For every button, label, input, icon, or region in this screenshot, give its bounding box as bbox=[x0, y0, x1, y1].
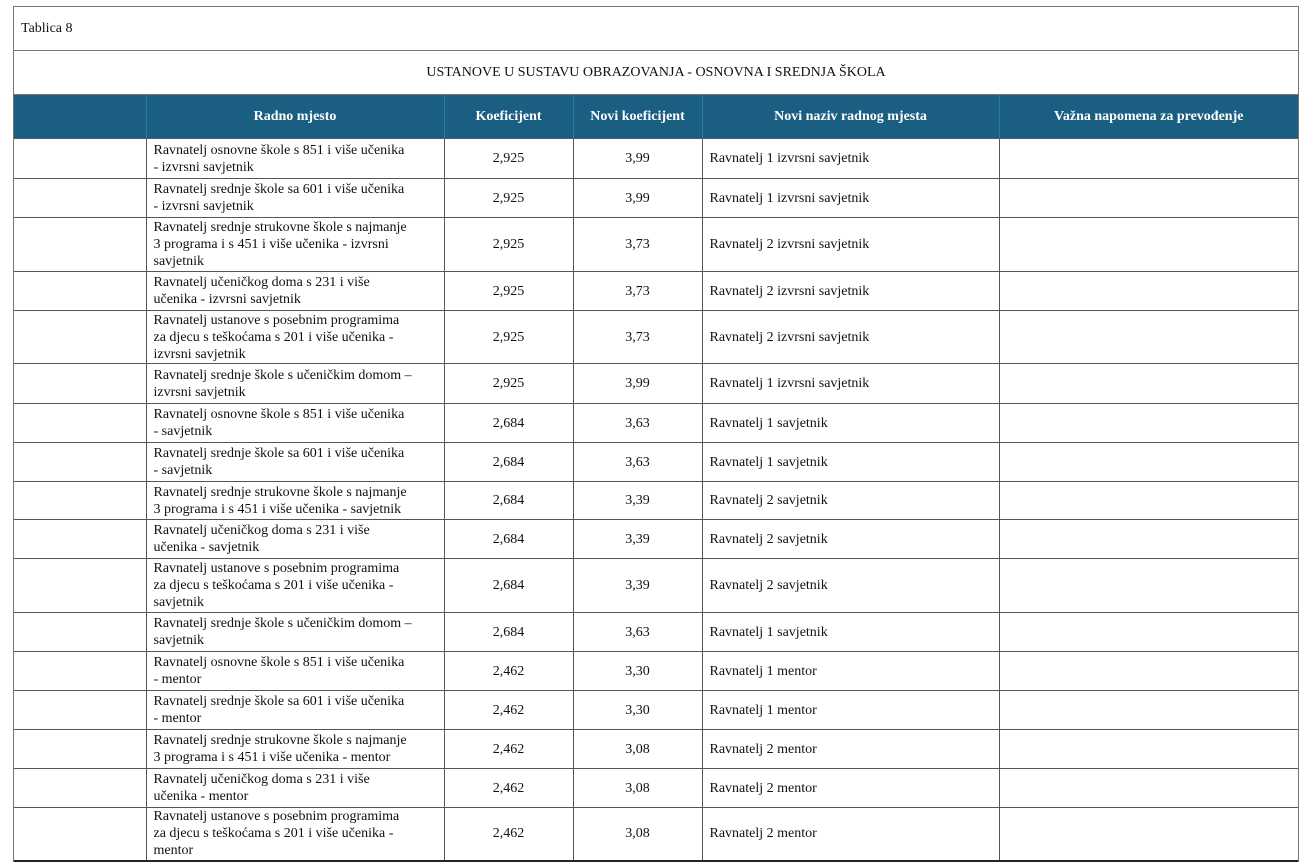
row-blank-cell bbox=[14, 691, 146, 730]
salary-table bbox=[14, 95, 1298, 862]
novi-naziv-cell: Ravnatelj 1 savjetnik bbox=[702, 613, 999, 652]
radno-mjesto-cell: Ravnatelj ustanove s posebnim programima za djecu s teškoćama s 201 i više učenika - savjetnik bbox=[146, 559, 444, 613]
napomena-cell bbox=[999, 559, 1298, 613]
radno-mjesto-cell: Ravnatelj srednje škole sa 601 i više učenika - mentor bbox=[146, 691, 444, 730]
novi-naziv-cell: Ravnatelj 2 izvrsni savjetnik bbox=[702, 272, 999, 311]
napomena-cell bbox=[999, 443, 1298, 482]
novi-naziv-cell: Ravnatelj 2 mentor bbox=[702, 769, 999, 808]
table-row bbox=[14, 311, 1298, 364]
koeficijent-cell: 2,462 bbox=[444, 691, 573, 730]
header-radno-mjesto: Radno mjesto bbox=[146, 95, 444, 139]
row-blank-cell bbox=[14, 311, 146, 364]
napomena-cell bbox=[999, 218, 1298, 272]
novi-koeficijent-cell: 3,63 bbox=[573, 404, 702, 443]
radno-mjesto-cell: Ravnatelj srednje škole s učeničkim domom – izvrsni savjetnik bbox=[146, 364, 444, 404]
novi-koeficijent-cell: 3,39 bbox=[573, 482, 702, 520]
novi-koeficijent-cell: 3,30 bbox=[573, 652, 702, 691]
novi-koeficijent-cell: 3,30 bbox=[573, 691, 702, 730]
napomena-cell bbox=[999, 691, 1298, 730]
header-blank bbox=[14, 95, 146, 139]
koeficijent-cell: 2,684 bbox=[444, 613, 573, 652]
novi-koeficijent-cell: 3,73 bbox=[573, 311, 702, 364]
table-row bbox=[14, 482, 1298, 520]
table-row bbox=[14, 272, 1298, 311]
koeficijent-cell: 2,925 bbox=[444, 272, 573, 311]
napomena-cell bbox=[999, 652, 1298, 691]
row-blank-cell bbox=[14, 404, 146, 443]
row-blank-cell bbox=[14, 482, 146, 520]
row-blank-cell bbox=[14, 179, 146, 218]
novi-koeficijent-cell: 3,39 bbox=[573, 559, 702, 613]
row-blank-cell bbox=[14, 613, 146, 652]
novi-naziv-cell: Ravnatelj 1 izvrsni savjetnik bbox=[702, 364, 999, 404]
napomena-cell bbox=[999, 613, 1298, 652]
radno-mjesto-cell: Ravnatelj učeničkog doma s 231 i više učenika - izvrsni savjetnik bbox=[146, 272, 444, 311]
table-caption: Tablica 8 bbox=[14, 7, 1298, 51]
novi-naziv-cell: Ravnatelj 2 mentor bbox=[702, 730, 999, 769]
napomena-cell bbox=[999, 520, 1298, 559]
novi-naziv-cell: Ravnatelj 1 izvrsni savjetnik bbox=[702, 139, 999, 179]
table-row bbox=[14, 613, 1298, 652]
novi-koeficijent-cell: 3,99 bbox=[573, 179, 702, 218]
row-blank-cell bbox=[14, 364, 146, 404]
radno-mjesto-cell: Ravnatelj srednje škole sa 601 i više učenika - izvrsni savjetnik bbox=[146, 179, 444, 218]
radno-mjesto-cell: Ravnatelj učeničkog doma s 231 i više učenika - savjetnik bbox=[146, 520, 444, 559]
novi-koeficijent-cell: 3,08 bbox=[573, 808, 702, 861]
napomena-cell bbox=[999, 808, 1298, 861]
napomena-cell bbox=[999, 272, 1298, 311]
novi-koeficijent-cell: 3,08 bbox=[573, 730, 702, 769]
header-novi-naziv: Novi naziv radnog mjesta bbox=[702, 95, 999, 139]
radno-mjesto-cell: Ravnatelj ustanove s posebnim programima za djecu s teškoćama s 201 i više učenika - mentor bbox=[146, 808, 444, 861]
novi-naziv-cell: Ravnatelj 1 mentor bbox=[702, 691, 999, 730]
napomena-cell bbox=[999, 404, 1298, 443]
koeficijent-cell: 2,925 bbox=[444, 364, 573, 404]
radno-mjesto-cell: Ravnatelj srednje strukovne škole s najmanje 3 programa i s 451 i više učenika - mentor bbox=[146, 730, 444, 769]
koeficijent-cell: 2,462 bbox=[444, 769, 573, 808]
novi-koeficijent-cell: 3,63 bbox=[573, 443, 702, 482]
koeficijent-cell: 2,462 bbox=[444, 730, 573, 769]
document-table-container bbox=[13, 6, 1299, 862]
table-row bbox=[14, 139, 1298, 179]
novi-naziv-cell: Ravnatelj 2 mentor bbox=[702, 808, 999, 861]
koeficijent-cell: 2,684 bbox=[444, 520, 573, 559]
radno-mjesto-cell: Ravnatelj srednje strukovne škole s najmanje 3 programa i s 451 i više učenika - savjetnik bbox=[146, 482, 444, 520]
novi-naziv-cell: Ravnatelj 1 savjetnik bbox=[702, 443, 999, 482]
koeficijent-cell: 2,684 bbox=[444, 404, 573, 443]
koeficijent-cell: 2,462 bbox=[444, 808, 573, 861]
radno-mjesto-cell: Ravnatelj srednje škole sa 601 i više učenika - savjetnik bbox=[146, 443, 444, 482]
novi-koeficijent-cell: 3,08 bbox=[573, 769, 702, 808]
row-blank-cell bbox=[14, 769, 146, 808]
napomena-cell bbox=[999, 139, 1298, 179]
novi-naziv-cell: Ravnatelj 1 mentor bbox=[702, 652, 999, 691]
table-row bbox=[14, 730, 1298, 769]
novi-naziv-cell: Ravnatelj 1 izvrsni savjetnik bbox=[702, 179, 999, 218]
header-novi-koeficijent: Novi koeficijent bbox=[573, 95, 702, 139]
radno-mjesto-cell: Ravnatelj osnovne škole s 851 i više učenika - izvrsni savjetnik bbox=[146, 139, 444, 179]
row-blank-cell bbox=[14, 272, 146, 311]
row-blank-cell bbox=[14, 443, 146, 482]
radno-mjesto-cell: Ravnatelj ustanove s posebnim programima za djecu s teškoćama s 201 i više učenika - izvrsni savjetnik bbox=[146, 311, 444, 364]
table-row bbox=[14, 808, 1298, 861]
napomena-cell bbox=[999, 482, 1298, 520]
table-row bbox=[14, 520, 1298, 559]
table-row bbox=[14, 559, 1298, 613]
row-blank-cell bbox=[14, 652, 146, 691]
napomena-cell bbox=[999, 311, 1298, 364]
radno-mjesto-cell: Ravnatelj osnovne škole s 851 i više učenika - mentor bbox=[146, 652, 444, 691]
table-row bbox=[14, 443, 1298, 482]
koeficijent-cell: 2,925 bbox=[444, 218, 573, 272]
row-blank-cell bbox=[14, 730, 146, 769]
radno-mjesto-cell: Ravnatelj učeničkog doma s 231 i više učenika - mentor bbox=[146, 769, 444, 808]
table-row bbox=[14, 652, 1298, 691]
novi-koeficijent-cell: 3,63 bbox=[573, 613, 702, 652]
header-napomena: Važna napomena za prevođenje bbox=[999, 95, 1298, 139]
novi-koeficijent-cell: 3,73 bbox=[573, 218, 702, 272]
table-title: USTANOVE U SUSTAVU OBRAZOVANJA - OSNOVNA I SREDNJA ŠKOLA bbox=[14, 51, 1298, 95]
table-row bbox=[14, 179, 1298, 218]
radno-mjesto-cell: Ravnatelj osnovne škole s 851 i više učenika - savjetnik bbox=[146, 404, 444, 443]
koeficijent-cell: 2,462 bbox=[444, 652, 573, 691]
novi-koeficijent-cell: 3,73 bbox=[573, 272, 702, 311]
napomena-cell bbox=[999, 769, 1298, 808]
koeficijent-cell: 2,925 bbox=[444, 311, 573, 364]
novi-naziv-cell: Ravnatelj 1 savjetnik bbox=[702, 404, 999, 443]
novi-koeficijent-cell: 3,99 bbox=[573, 364, 702, 404]
table-row bbox=[14, 769, 1298, 808]
row-blank-cell bbox=[14, 559, 146, 613]
row-blank-cell bbox=[14, 520, 146, 559]
table-row bbox=[14, 404, 1298, 443]
napomena-cell bbox=[999, 730, 1298, 769]
table-row bbox=[14, 218, 1298, 272]
row-blank-cell bbox=[14, 139, 146, 179]
napomena-cell bbox=[999, 179, 1298, 218]
koeficijent-cell: 2,684 bbox=[444, 559, 573, 613]
table-row bbox=[14, 691, 1298, 730]
novi-naziv-cell: Ravnatelj 2 savjetnik bbox=[702, 482, 999, 520]
row-blank-cell bbox=[14, 218, 146, 272]
novi-koeficijent-cell: 3,39 bbox=[573, 520, 702, 559]
koeficijent-cell: 2,925 bbox=[444, 139, 573, 179]
novi-koeficijent-cell: 3,99 bbox=[573, 139, 702, 179]
novi-naziv-cell: Ravnatelj 2 izvrsni savjetnik bbox=[702, 311, 999, 364]
novi-naziv-cell: Ravnatelj 2 savjetnik bbox=[702, 520, 999, 559]
napomena-cell bbox=[999, 364, 1298, 404]
radno-mjesto-cell: Ravnatelj srednje škole s učeničkim domom – savjetnik bbox=[146, 613, 444, 652]
table-header-row bbox=[14, 95, 1298, 139]
novi-naziv-cell: Ravnatelj 2 izvrsni savjetnik bbox=[702, 218, 999, 272]
koeficijent-cell: 2,925 bbox=[444, 179, 573, 218]
novi-naziv-cell: Ravnatelj 2 savjetnik bbox=[702, 559, 999, 613]
radno-mjesto-cell: Ravnatelj srednje strukovne škole s najmanje 3 programa i s 451 i više učenika - izvrsni savjetnik bbox=[146, 218, 444, 272]
koeficijent-cell: 2,684 bbox=[444, 482, 573, 520]
table-row bbox=[14, 364, 1298, 404]
row-blank-cell bbox=[14, 808, 146, 861]
koeficijent-cell: 2,684 bbox=[444, 443, 573, 482]
header-koeficijent: Koeficijent bbox=[444, 95, 573, 139]
